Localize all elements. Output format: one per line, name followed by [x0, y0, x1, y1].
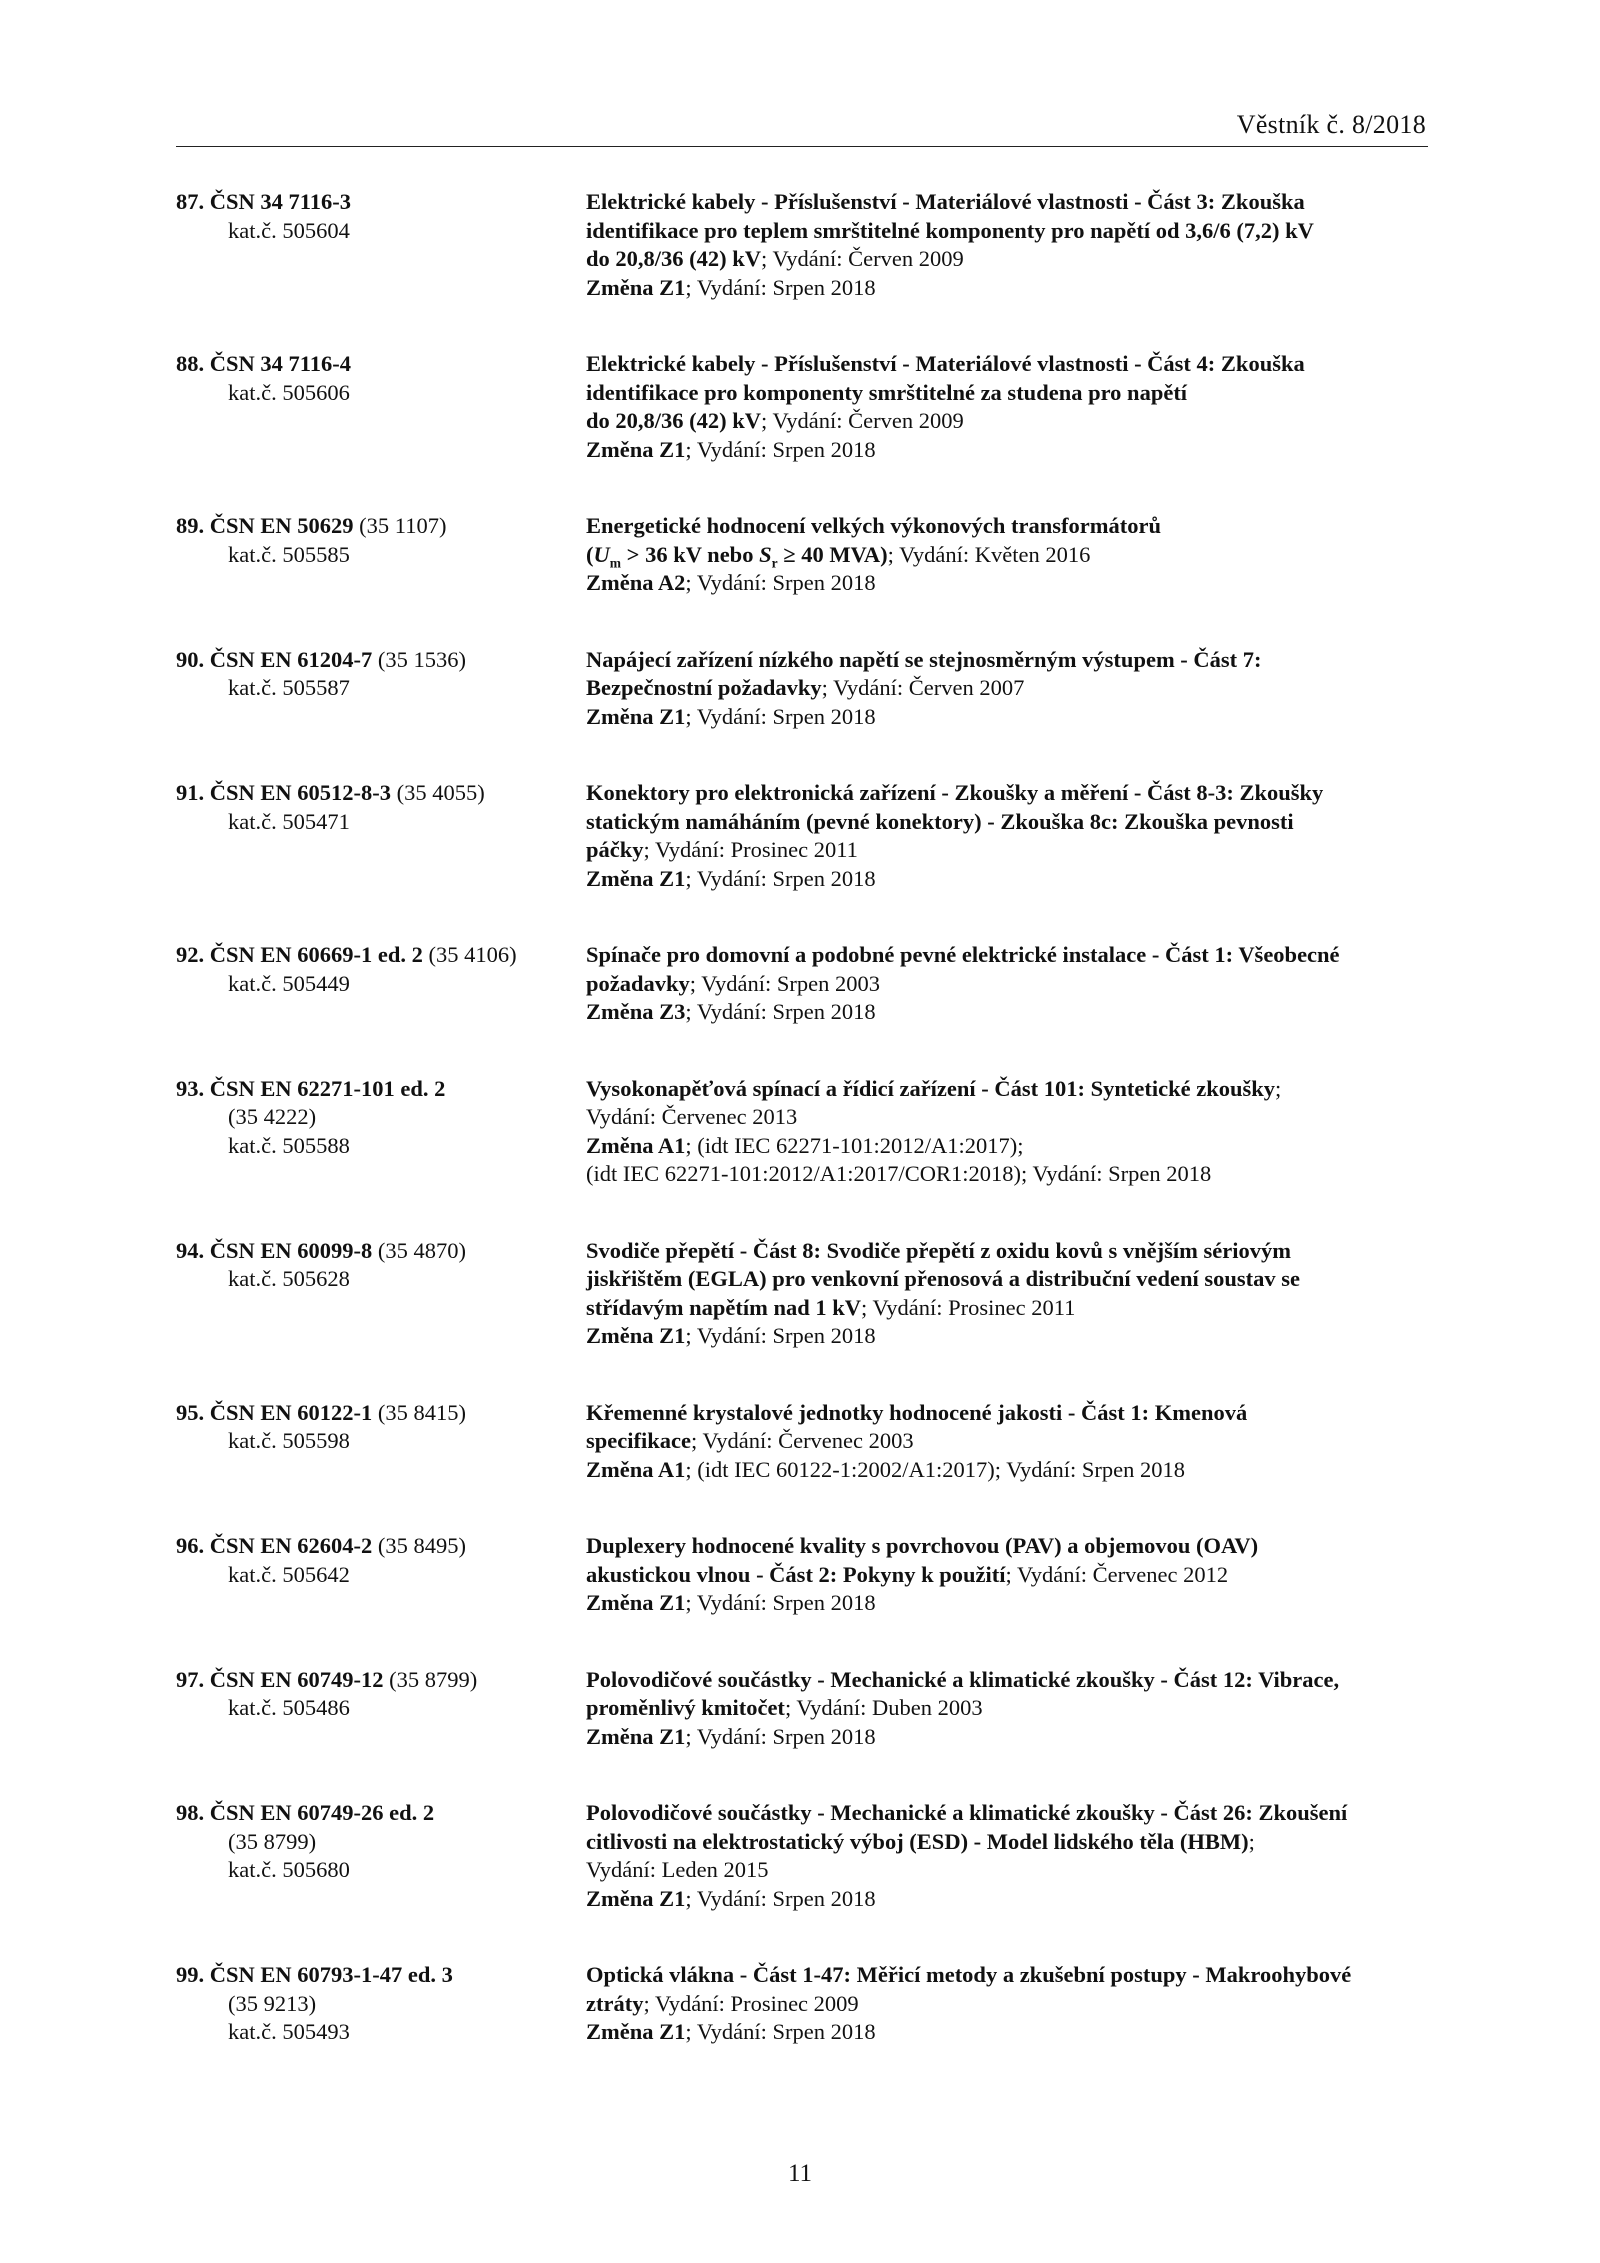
description-line [586, 379, 1436, 408]
description-bold: Změna Z1 [586, 436, 686, 462]
standard-entry [176, 1799, 1436, 1913]
standard-code-line [176, 1666, 586, 1695]
description-normal: ; Vydání: Červenec 2003 [690, 1428, 914, 1453]
standard-code-line [176, 350, 586, 379]
standard-code: ČSN 34 7116-3 [209, 189, 352, 214]
description-normal: ; [1275, 1075, 1282, 1101]
standard-code-line [176, 1075, 586, 1104]
standard-code: ČSN EN 60749-12 [209, 1666, 384, 1692]
description-bold: Změna Z1 [586, 1885, 686, 1911]
standard-description [586, 188, 1436, 302]
standard-code-column [176, 941, 586, 1027]
standard-code-line [176, 188, 586, 217]
description-bold: do 20,8/36 (42) kV [586, 246, 762, 271]
catalog-number: kat.č. 505628 [228, 1266, 350, 1291]
standard-code-line [176, 1399, 586, 1428]
standard-code: ČSN EN 62271-101 ed. 2 [209, 1075, 446, 1101]
standard-description [586, 1075, 1436, 1189]
description-normal: ; (idt IEC 62271-101:2012/A1:2017); [685, 1132, 1024, 1158]
standard-class-code: (35 4222) [228, 1104, 317, 1129]
entry-number: 97. [176, 1666, 205, 1692]
standard-class-code: (35 8495) [372, 1533, 467, 1558]
standard-code-column [176, 1799, 586, 1913]
description-normal: ; Vydání: Srpen 2018 [685, 2019, 876, 2044]
standard-code: ČSN EN 60099-8 [209, 1237, 373, 1263]
standards-list [176, 188, 1436, 2047]
standard-code: ČSN EN 50629 [209, 513, 354, 538]
catalog-number: kat.č. 505486 [228, 1695, 350, 1720]
entry-number: 93. [176, 1075, 205, 1101]
description-bold: Spínače pro domovní a podobné pevné elektrické instalace - Část 1: Všeobecné [586, 942, 1340, 967]
description-normal: ; Vydání: Duben 2003 [784, 1695, 983, 1720]
description-bold: specifikace [586, 1428, 691, 1453]
description-normal: ; Vydání: Srpen 2018 [685, 436, 876, 462]
description-bold: ztráty [586, 1990, 644, 2016]
description-normal: ; Vydání: Květen 2016 [887, 541, 1091, 567]
standard-entry [176, 1399, 1436, 1485]
standard-code: ČSN EN 60793-1-47 ed. 3 [209, 1962, 453, 1987]
description-normal: ; [1248, 1828, 1255, 1854]
standard-description [586, 779, 1436, 893]
description-line [586, 1103, 1436, 1132]
description-bold: Energetické hodnocení velkých výkonových transformátorů [586, 513, 1161, 538]
standard-description [586, 1799, 1436, 1913]
standard-entry [176, 1961, 1436, 2047]
standard-class-code: (35 1107) [353, 513, 447, 538]
standard-code-line [176, 646, 586, 675]
description-bold: Změna Z1 [586, 2019, 686, 2044]
description-bold: Polovodičové součástky - Mechanické a klimatické zkoušky - Část 26: Zkoušení [586, 1800, 1348, 1825]
catalog-number: kat.č. 505587 [228, 675, 350, 700]
description-line [586, 779, 1436, 808]
standard-code-line [176, 941, 586, 970]
standard-entry [176, 1666, 1436, 1752]
description-line [586, 541, 1436, 570]
description-line [586, 512, 1436, 541]
standard-class-code: (35 4055) [391, 780, 485, 805]
page-header [176, 108, 1428, 147]
description-normal: ; Vydání: Srpen 2018 [685, 999, 876, 1024]
standard-description [586, 646, 1436, 732]
description-line [586, 1885, 1436, 1914]
catalog-number: kat.č. 505588 [228, 1132, 350, 1158]
standard-description [586, 1666, 1436, 1752]
description-line [586, 188, 1436, 217]
description-line [586, 1322, 1436, 1351]
standard-code: ČSN EN 62604-2 [209, 1533, 373, 1558]
description-bold: citlivosti na elektrostatický výboj (ESD) - Model lidského těla (HBM) [586, 1828, 1249, 1854]
description-bold: do 20,8/36 (42) kV [586, 408, 762, 433]
description-normal: ; Vydání: Srpen 2018 [685, 865, 876, 891]
standard-entry [176, 512, 1436, 598]
description-normal: ; Vydání: Srpen 2018 [685, 1723, 876, 1749]
description-line [586, 1723, 1436, 1752]
description-bold: střídavým napětím nad 1 kV [586, 1294, 862, 1320]
description-line [586, 217, 1436, 246]
description-bold: identifikace pro teplem smrštitelné komponenty pro napětí od 3,6/6 (7,2) kV [586, 217, 1314, 243]
description-line [586, 1160, 1436, 1189]
standard-entry [176, 1075, 1436, 1189]
description-bold: Optická vlákna - Část 1-47: Měřicí metody a zkušební postupy - Makroohybové [586, 1962, 1352, 1987]
entry-number: 91. [176, 780, 205, 805]
standard-description [586, 1532, 1436, 1618]
description-normal: ; Vydání: Červen 2009 [761, 408, 964, 433]
standard-description [586, 941, 1436, 1027]
description-bold: Změna Z1 [586, 1323, 686, 1348]
description-bold: Polovodičové součástky - Mechanické a klimatické zkoušky - Část 12: Vibrace, [586, 1666, 1340, 1692]
description-bold: Křemenné krystalové jednotky hodnocené jakosti - Část 1: Kmenová [586, 1399, 1248, 1425]
description-normal: ; (idt IEC 60122-1:2002/A1:2017); Vydání: Srpen 2018 [685, 1456, 1185, 1482]
description-line [586, 569, 1436, 598]
entry-number: 95. [176, 1399, 205, 1425]
description-line [586, 1132, 1436, 1161]
standard-code: ČSN EN 60512-8-3 [209, 780, 392, 805]
catalog-number: kat.č. 505604 [228, 217, 350, 243]
description-line [586, 1961, 1436, 1990]
description-normal: Vydání: Leden 2015 [586, 1857, 769, 1882]
entry-number: 88. [176, 351, 205, 376]
standard-entry [176, 646, 1436, 732]
description-bold: Změna Z1 [586, 1723, 686, 1749]
catalog-number: kat.č. 505642 [228, 1561, 350, 1587]
description-line [586, 1666, 1436, 1695]
standard-code: ČSN EN 61204-7 [209, 646, 373, 672]
description-line [586, 1799, 1436, 1828]
standard-description [586, 350, 1436, 464]
description-bold: proměnlivý kmitočet [586, 1695, 785, 1720]
standard-entry [176, 779, 1436, 893]
standard-code-line [176, 1532, 586, 1561]
description-line [586, 998, 1436, 1027]
catalog-number: kat.č. 505449 [228, 970, 350, 996]
description-normal: ; Vydání: Srpen 2018 [685, 1323, 876, 1348]
description-line [586, 836, 1436, 865]
description-bold: jiskřištěm (EGLA) pro venkovní přenosová a distribuční vedení soustav se [586, 1266, 1301, 1291]
description-line [586, 1237, 1436, 1266]
description-line [586, 436, 1436, 465]
standard-code-column [176, 1237, 586, 1351]
description-line [586, 1694, 1436, 1723]
description-line [586, 2018, 1436, 2047]
catalog-number: kat.č. 505471 [228, 808, 350, 834]
description-normal: ; Vydání: Červenec 2012 [1005, 1561, 1229, 1587]
description-normal: ; Vydání: Srpen 2003 [689, 970, 880, 996]
standard-code-column [176, 1961, 586, 2047]
entry-number: 98. [176, 1800, 205, 1825]
standard-code: ČSN EN 60749-26 ed. 2 [209, 1800, 435, 1825]
description-line [586, 970, 1436, 999]
description-normal: ; Vydání: Prosinec 2011 [861, 1294, 1076, 1320]
standard-description [586, 1237, 1436, 1351]
description-bold: Svodiče přepětí - Část 8: Svodiče přepětí z oxidu kovů s vnějším sériovým [586, 1237, 1291, 1263]
description-bold: páčky [586, 837, 644, 862]
description-line [586, 1828, 1436, 1857]
standard-code-column [176, 350, 586, 464]
standard-code-line [176, 512, 586, 541]
entry-number: 90. [176, 646, 205, 672]
description-normal: Vydání: Červenec 2013 [586, 1104, 798, 1129]
catalog-number: kat.č. 505606 [228, 379, 350, 405]
standard-code-column [176, 779, 586, 893]
standard-description [586, 1961, 1436, 2047]
description-normal: ; Vydání: Srpen 2018 [685, 570, 876, 595]
standard-entry [176, 1532, 1436, 1618]
description-normal: ; Vydání: Prosinec 2009 [643, 1990, 859, 2016]
description-line [586, 674, 1436, 703]
standard-code-column [176, 1075, 586, 1189]
description-normal: ; Vydání: Srpen 2018 [685, 274, 876, 300]
description-line [586, 1990, 1436, 2019]
standard-class-code: (35 9213) [228, 1990, 317, 2016]
header-title: Věstník č. 8/2018 [1236, 110, 1426, 139]
description-normal: ; Vydání: Srpen 2018 [685, 1885, 876, 1911]
standard-code-line [176, 1237, 586, 1266]
description-line [586, 1456, 1436, 1485]
description-line [586, 808, 1436, 837]
description-line [586, 865, 1436, 894]
standard-code-line [176, 1799, 586, 1828]
description-bold: Změna Z1 [586, 1590, 686, 1615]
entry-number: 99. [176, 1962, 205, 1987]
description-line [586, 1856, 1436, 1885]
description-bold: Vysokonapěťová spínací a řídicí zařízení - Část 101: Syntetické zkoušky [586, 1075, 1276, 1101]
page-number: 11 [787, 2160, 813, 2187]
description-bold: Duplexery hodnocené kvality s povrchovou (PAV) a objemovou (OAV) [586, 1533, 1259, 1558]
standard-code-column [176, 1399, 586, 1485]
description-line [586, 703, 1436, 732]
standard-class-code: (35 8799) [383, 1666, 478, 1692]
standard-code: ČSN 34 7116-4 [209, 351, 352, 376]
description-bold: Změna A1 [586, 1456, 686, 1482]
description-line [586, 407, 1436, 436]
standard-code-line [176, 779, 586, 808]
description-line [586, 1075, 1436, 1104]
description-bold: Změna Z1 [586, 865, 686, 891]
description-normal: ; Vydání: Srpen 2018 [685, 1590, 876, 1615]
entry-number: 96. [176, 1533, 205, 1558]
standard-entry [176, 350, 1436, 464]
description-line [586, 1561, 1436, 1590]
entry-number: 87. [176, 189, 205, 214]
description-bold: identifikace pro komponenty smrštitelné za studena pro napětí [586, 379, 1188, 405]
description-line [586, 1399, 1436, 1428]
description-line [586, 1589, 1436, 1618]
description-bold: statickým namáháním (pevné konektory) - Zkouška 8c: Zkouška pevnosti [586, 808, 1294, 834]
description-bold: Elektrické kabely - Příslušenství - Materiálové vlastnosti - Část 4: Zkouška [586, 351, 1305, 376]
description-line [586, 1294, 1436, 1323]
standard-code-column [176, 1532, 586, 1618]
catalog-number: kat.č. 505680 [228, 1857, 350, 1882]
description-normal: ; Vydání: Červen 2009 [761, 246, 964, 271]
standard-code: ČSN EN 60122-1 [209, 1399, 373, 1425]
standard-class-code: (35 4106) [422, 942, 517, 967]
description-bold: Změna Z1 [586, 274, 686, 300]
description-normal: ; Vydání: Srpen 2018 [685, 703, 876, 729]
description-bold: Změna Z1 [586, 703, 686, 729]
standard-code-column [176, 646, 586, 732]
description-line [586, 1532, 1436, 1561]
standard-class-code: (35 8415) [372, 1399, 467, 1425]
description-line [586, 1265, 1436, 1294]
description-line [586, 245, 1436, 274]
description-bold: Změna A1 [586, 1132, 686, 1158]
description-bold: ($U_m > 36$ kV nebo $S_r \ge 40$ MVA) [586, 541, 888, 570]
standard-description [586, 1399, 1436, 1485]
catalog-number: kat.č. 505493 [228, 2019, 350, 2044]
standard-class-code: (35 4870) [372, 1237, 467, 1263]
description-line [586, 274, 1436, 303]
description-bold: Změna Z3 [586, 999, 686, 1024]
description-normal: (idt IEC 62271-101:2012/A1:2017/COR1:2018); Vydání: Srpen 2018 [586, 1161, 1212, 1186]
description-bold: požadavky [586, 970, 690, 996]
standard-class-code: (35 8799) [228, 1828, 317, 1854]
description-bold: Napájecí zařízení nízkého napětí se stejnosměrným výstupem - Část 7: [586, 646, 1262, 672]
standard-code-column [176, 188, 586, 302]
catalog-number: kat.č. 505585 [228, 541, 350, 567]
description-line [586, 941, 1436, 970]
description-line [586, 350, 1436, 379]
description-bold: Elektrické kabely - Příslušenství - Materiálové vlastnosti - Část 3: Zkouška [586, 189, 1305, 214]
standard-code-line [176, 1961, 586, 1990]
description-bold: Změna A2 [586, 570, 686, 595]
entry-number: 94. [176, 1237, 205, 1263]
description-bold: Bezpečnostní požadavky [586, 675, 822, 700]
description-normal: ; Vydání: Červen 2007 [821, 675, 1025, 700]
description-normal: ; Vydání: Prosinec 2011 [643, 837, 858, 862]
description-line [586, 646, 1436, 675]
description-bold: akustickou vlnou - Část 2: Pokyny k použití [586, 1561, 1006, 1587]
standard-description [586, 512, 1436, 598]
standard-entry [176, 941, 1436, 1027]
description-bold: Konektory pro elektronická zařízení - Zkoušky a měření - Část 8-3: Zkoušky [586, 780, 1324, 805]
catalog-number: kat.č. 505598 [228, 1428, 350, 1453]
standard-code-column [176, 1666, 586, 1752]
standard-class-code: (35 1536) [372, 646, 467, 672]
entry-number: 92. [176, 942, 205, 967]
standard-code: ČSN EN 60669-1 ed. 2 [209, 942, 423, 967]
standard-entry [176, 188, 1436, 302]
entry-number: 89. [176, 513, 205, 538]
description-line [586, 1427, 1436, 1456]
standard-code-column [176, 512, 586, 598]
standard-entry [176, 1237, 1436, 1351]
